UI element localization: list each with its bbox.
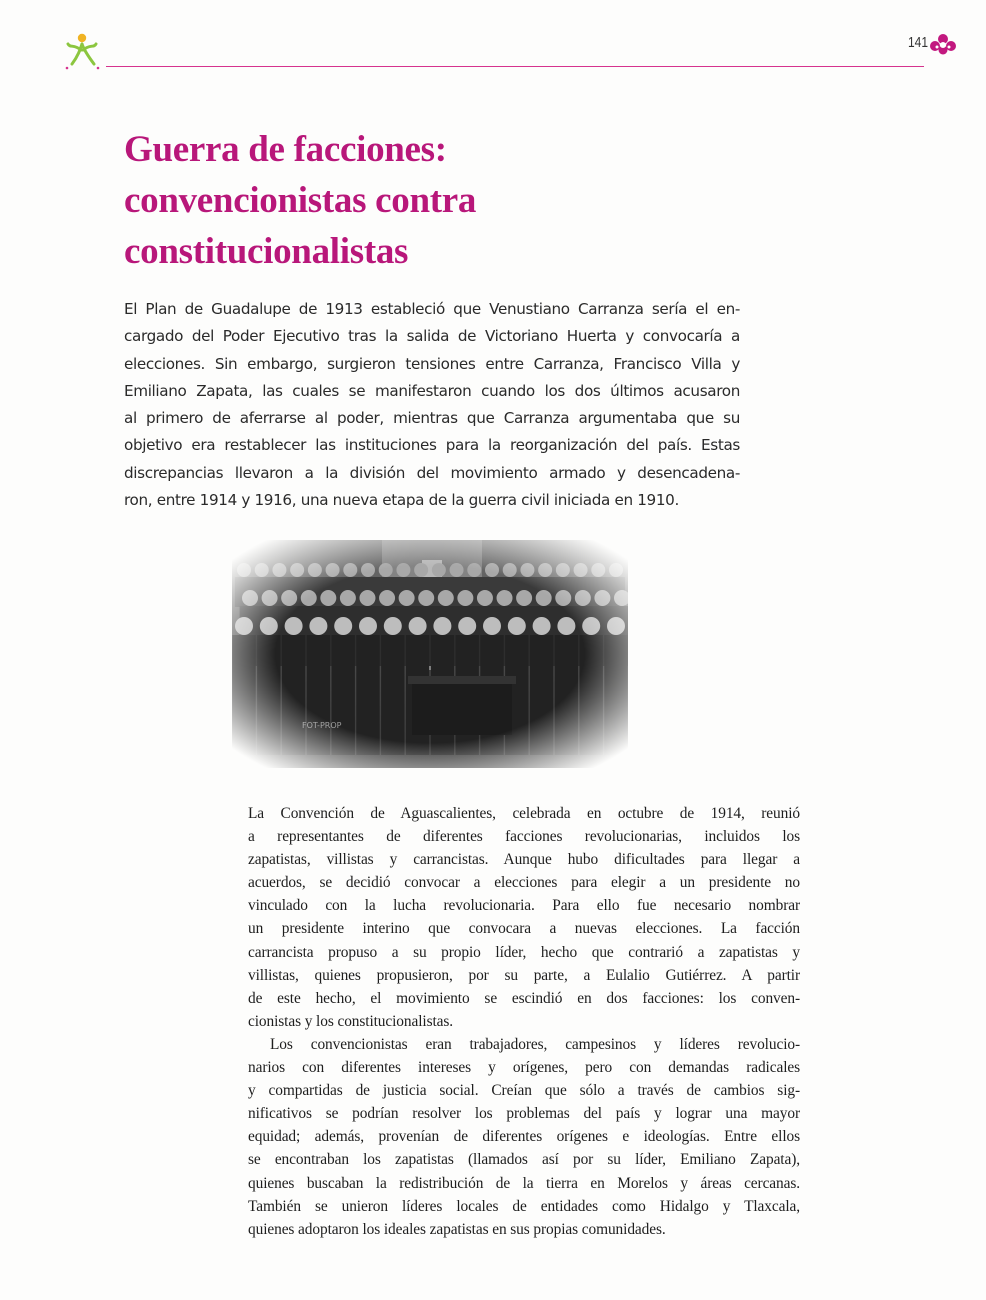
body-line: nificativos se podrían resolver los problemas del país y lograr una mayor	[248, 1105, 800, 1123]
intro-line: Emiliano Zapata, las cuales se manifestaron cuando los dos últimos acusaron	[124, 381, 740, 400]
body-line: un presidente interino que convocara a nuevas elecciones. La facción	[248, 920, 800, 938]
body-line: a representantes de diferentes facciones revolucionarias, incluidos los	[248, 828, 800, 846]
intro-line: discrepancias llevaron a la división del movimiento armado y desencadena-	[124, 463, 740, 482]
body-line: La Convención de Aguascalientes, celebrada en octubre de 1914, reunió	[248, 805, 800, 822]
intro-line: al primero de aferrarse al poder, mientras que Carranza argumentaba que su	[124, 409, 740, 428]
body-line: También se unieron líderes locales de entidades como Hidalgo y Tlaxcala,	[248, 1197, 800, 1215]
header-rule	[106, 66, 924, 67]
historical-group-photo-icon	[232, 540, 628, 768]
page-title	[124, 124, 884, 277]
sprout-figure-icon	[60, 30, 104, 74]
intro-paragraph	[124, 296, 740, 514]
body-line: cionistas y los constitucionalistas.	[248, 1012, 454, 1030]
title-line: convencionistas contra	[124, 180, 477, 221]
intro-line: elecciones. Sin embargo, surgieron tensiones entre Carranza, Francisco Villa y	[124, 354, 740, 373]
intro-line: cargado del Poder Ejecutivo tras la salida de Victoriano Huerta y convocaría a	[124, 327, 740, 346]
body-line: zapatistas, villistas y carrancistas. Aunque hubo dificultades para llegar a	[248, 851, 800, 869]
body-line: acuerdos, se decidió convocar a elecciones para elegir a un presidente no	[248, 874, 800, 892]
body-line: carrancista propuso a su propio líder, hecho que contrarió a zapatistas y	[248, 943, 800, 961]
body-line: equidad; además, provenían de diferentes orígenes e ideologías. Entre ellos	[248, 1128, 800, 1146]
body-line: quienes buscaban la redistribución de la tierra en Morelos y áreas cercanas.	[248, 1174, 800, 1192]
title-line: Guerra de facciones:	[124, 129, 447, 170]
body-line: quienes adoptaron los ideales zapatistas en sus propias comunidades.	[248, 1220, 666, 1238]
body-line: de este hecho, el movimiento se escindió en dos facciones: los conven-	[248, 989, 800, 1007]
paragraph-convention	[248, 802, 800, 1033]
intro-line: objetivo era restablecer las instituciones para la reorganización del país. Estas	[124, 436, 740, 455]
flower-emblem-icon	[929, 33, 957, 55]
body-text	[248, 802, 800, 1241]
body-line: narios con diferentes intereses y orígenes, pero con demandas radicales	[248, 1059, 800, 1077]
paragraph-convencionistas	[248, 1033, 800, 1241]
page-number: 141	[907, 34, 928, 51]
intro-line: El Plan de Guadalupe de 1913 estableció que Venustiano Carranza sería el en-	[124, 300, 740, 318]
body-line: y compartidas de justicia social. Creían que sólo a través de cambios sig-	[248, 1082, 800, 1100]
body-line: se encontraban los zapatistas (llamados así por su líder, Emiliano Zapata),	[248, 1151, 800, 1169]
body-line: villistas, quienes propusieron, por su parte, a Eulalio Gutiérrez. A partir	[248, 966, 800, 984]
body-line: vinculado con la lucha revolucionaria. Para ello fue necesario nombrar	[248, 897, 800, 915]
intro-line: ron, entre 1914 y 1916, una nueva etapa de la guerra civil iniciada en 1910.	[124, 491, 679, 510]
body-line: Los convencionistas eran trabajadores, campesinos y líderes revolucio-	[270, 1035, 800, 1053]
title-line: constitucionalistas	[124, 231, 409, 272]
